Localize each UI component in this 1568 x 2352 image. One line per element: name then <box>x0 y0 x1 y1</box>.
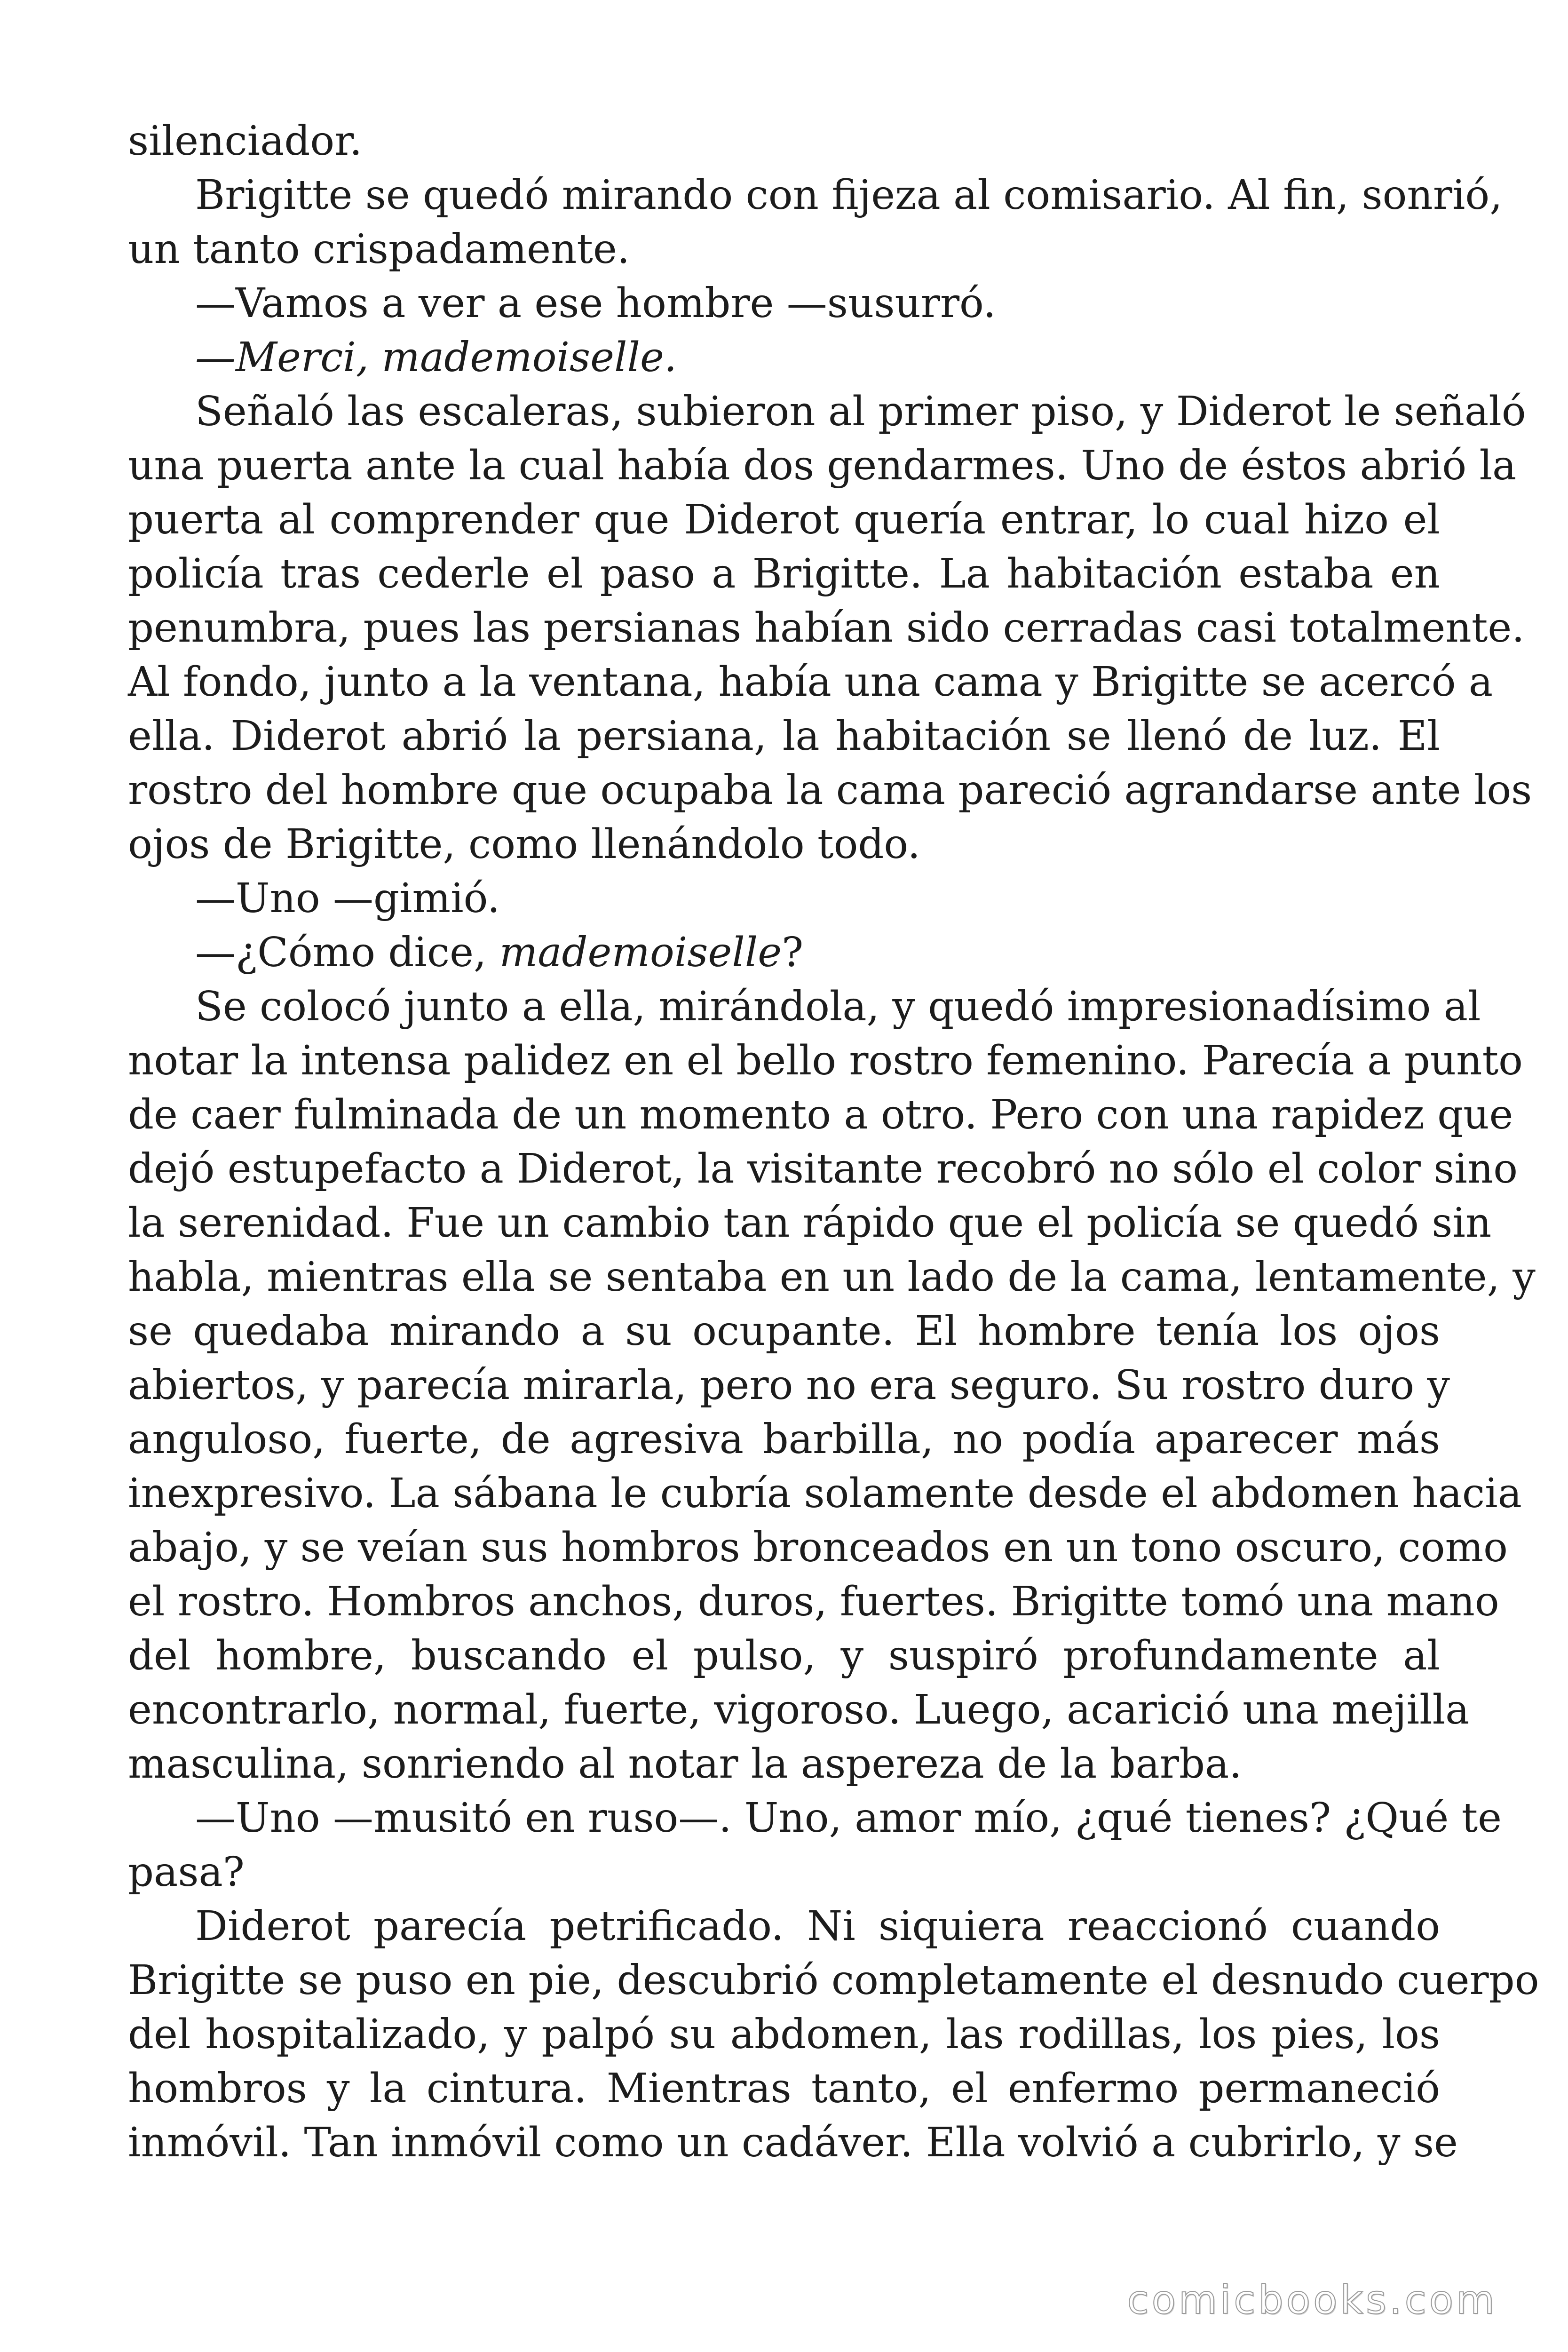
text-line: Diderot parecía petrificado. Ni siquiera reaccionó cuando <box>195 1903 1440 1950</box>
text-line: penumbra, pues las persianas habían sido cerradas casi totalmente. <box>128 604 1525 652</box>
text-line: inexpresivo. La sábana le cubría solamente desde el abdomen hacia <box>128 1470 1522 1517</box>
text-line: —Uno —gimió. <box>195 875 500 922</box>
text-line: inmóvil. Tan inmóvil como un cadáver. Ella volvió a cubrirlo, y se <box>128 2119 1458 2166</box>
text-line: Brigitte se puso en pie, descubrió completamente el desnudo cuerpo <box>128 1957 1539 2004</box>
dialogue-text: —¿Cómo dice, <box>195 929 499 976</box>
text-line: Brigitte se quedó mirando con fijeza al comisario. Al fin, sonrió, <box>195 172 1503 219</box>
text-line: anguloso, fuerte, de agresiva barbilla, no podía aparecer más <box>128 1416 1440 1463</box>
text-line: hombros y la cintura. Mientras tanto, el enfermo permaneció <box>128 2065 1440 2112</box>
text-line: Se colocó junto a ella, mirándola, y quedó impresionadísimo al <box>195 983 1481 1030</box>
text-line: encontrarlo, normal, fuerte, vigoroso. Luego, acarició una mejilla <box>128 1686 1470 1733</box>
text-line: dejó estupefacto a Diderot, la visitante recobró no sólo el color sino <box>128 1145 1518 1192</box>
text-line: notar la intensa palidez en el bello rostro femenino. Parecía a punto <box>128 1037 1523 1084</box>
text-line: del hospitalizado, y palpó su abdomen, las rodillas, los pies, los <box>128 2011 1440 2058</box>
text-line: rostro del hombre que ocupaba la cama pareció agrandarse ante los <box>128 767 1532 814</box>
text-line: Señaló las escaleras, subieron al primer piso, y Diderot le señaló <box>195 388 1526 435</box>
text-line: —Vamos a ver a ese hombre —susurró. <box>195 280 996 327</box>
text-line: ella. Diderot abrió la persiana, la habitación se llenó de luz. El <box>128 713 1440 760</box>
watermark: comicbooks.com <box>1127 2277 1497 2323</box>
body-text <box>128 114 1539 2170</box>
text-line: la serenidad. Fue un cambio tan rápido que el policía se quedó sin <box>128 1200 1492 1247</box>
text-line: masculina, sonriendo al notar la aspereza de la barba. <box>128 1740 1242 1788</box>
text-line: —Uno —musitó en ruso—. Uno, amor mío, ¿qué tienes? ¿Qué te <box>195 1795 1502 1842</box>
text-line: abiertos, y parecía mirarla, pero no era seguro. Su rostro duro y <box>128 1362 1450 1409</box>
text-line <box>128 926 1440 980</box>
dialogue-text: ? <box>782 929 804 976</box>
text-line: del hombre, buscando el pulso, y suspiró profundamente al <box>128 1632 1440 1679</box>
text-line: puerta al comprender que Diderot quería entrar, lo cual hizo el <box>128 496 1440 543</box>
text-line: de caer fulminada de un momento a otro. Pero con una rapidez que <box>128 1091 1513 1138</box>
text-line: policía tras cederle el paso a Brigitte. La habitación estaba en <box>128 550 1440 597</box>
text-line: abajo, y se veían sus hombros bronceados en un tono oscuro, como <box>128 1524 1508 1571</box>
text-line: un tanto crispadamente. <box>128 226 630 273</box>
text-line: se quedaba mirando a su ocupante. El hombre tenía los ojos <box>128 1308 1440 1355</box>
text-line: el rostro. Hombros anchos, duros, fuertes. Brigitte tomó una mano <box>128 1578 1499 1625</box>
text-line: pasa? <box>128 1849 245 1896</box>
text-line: silenciador. <box>128 118 363 165</box>
italic-text: mademoiselle <box>499 929 782 976</box>
text-line: ojos de Brigitte, como llenándolo todo. <box>128 821 921 868</box>
text-line: una puerta ante la cual había dos gendarmes. Uno de éstos abrió la <box>128 442 1517 489</box>
text-line: Al fondo, junto a la ventana, había una cama y Brigitte se acercó a <box>128 659 1493 706</box>
text-line: habla, mientras ella se sentaba en un lado de la cama, lentamente, y <box>128 1254 1536 1301</box>
text-line: —Merci, mademoiselle. <box>195 334 677 381</box>
